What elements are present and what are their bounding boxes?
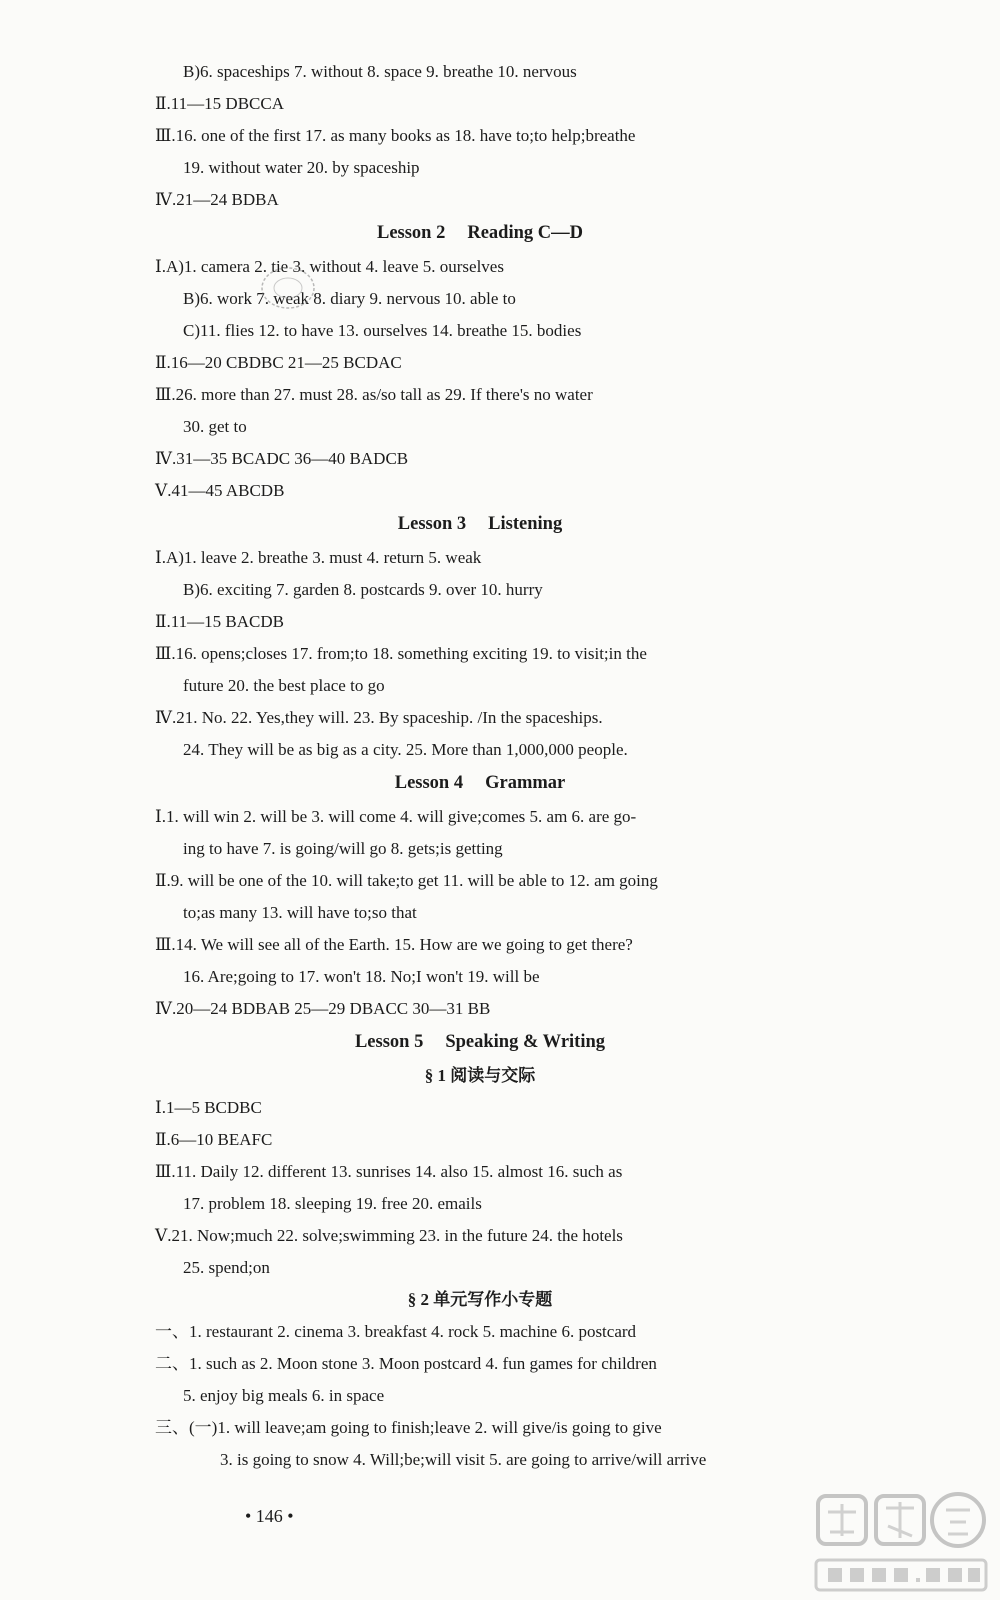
answer-line: Ⅲ.26. more than 27. must 28. as/so tall as 29. If there's no water	[155, 385, 593, 404]
answer-line: Ⅱ.11—15 BACDB	[155, 612, 284, 631]
answer-line: Ⅴ.41—45 ABCDB	[155, 481, 285, 500]
answer-line: B)6. spaceships 7. without 8. space 9. breathe 10. nervous	[183, 62, 577, 81]
answer-line: Ⅲ.16. one of the first 17. as many books as 18. have to;to help;breathe	[155, 126, 636, 145]
lesson-2-heading: Lesson 2 Reading C—D	[376, 223, 583, 243]
answer-line: 二、1. such as 2. Moon stone 3. Moon postcard 4. fun games for children	[155, 1354, 657, 1373]
answer-line: B)6. work 7. weak 8. diary 9. nervous 10. able to	[183, 289, 516, 308]
answer-line: 3. is going to snow 4. Will;be;will visit 5. are going to arrive/will arrive	[220, 1450, 707, 1469]
answer-line: 30. get to	[183, 417, 247, 436]
answer-line: Ⅰ.A)1. leave 2. breathe 3. must 4. return 5. weak	[155, 548, 482, 567]
answer-line: Ⅱ.9. will be one of the 10. will take;to get 11. will be able to 12. am going	[155, 871, 658, 890]
answer-line: Ⅲ.11. Daily 12. different 13. sunrises 14. also 15. almost 16. such as	[155, 1162, 623, 1181]
answer-line: Ⅰ.A)1. camera 2. tie 3. without 4. leave 5. ourselves	[155, 257, 504, 276]
lesson-5-heading: Lesson 5 Speaking & Writing	[354, 1032, 606, 1052]
answer-line: C)11. flies 12. to have 13. ourselves 14. breathe 15. bodies	[183, 321, 582, 340]
lesson-4-heading: Lesson 4 Grammar	[394, 773, 566, 793]
answer-line: 16. Are;going to 17. won't 18. No;I won't 19. will be	[183, 967, 540, 986]
answer-line: 19. without water 20. by spaceship	[183, 158, 420, 177]
answer-line: Ⅰ.1. will win 2. will be 3. will come 4. will give;comes 5. am 6. are go-	[155, 807, 637, 826]
answer-line: ing to have 7. is going/will go 8. gets;is getting	[183, 839, 503, 858]
answer-line: Ⅱ.16—20 CBDBC 21—25 BCDAC	[155, 353, 402, 372]
answer-line: Ⅲ.16. opens;closes 17. from;to 18. something exciting 19. to visit;in the	[155, 644, 647, 663]
answer-line: 一、1. restaurant 2. cinema 3. breakfast 4. rock 5. machine 6. postcard	[155, 1322, 637, 1341]
watermark-logo-icon	[810, 1488, 992, 1598]
answer-line: Ⅳ.21. No. 22. Yes,they will. 23. By spaceship. /In the spaceships.	[155, 708, 603, 727]
answer-line: 17. problem 18. sleeping 19. free 20. emails	[183, 1194, 482, 1213]
answer-line: Ⅳ.20—24 BDBAB 25—29 DBACC 30—31 BB	[155, 999, 491, 1018]
answer-line: to;as many 13. will have to;so that	[183, 903, 417, 922]
answer-line: Ⅳ.31—35 BCADC 36—40 BADCB	[155, 449, 409, 468]
answer-line: Ⅰ.1—5 BCDBC	[155, 1098, 262, 1117]
answer-line: future 20. the best place to go	[183, 676, 385, 695]
section-1-heading: § 1 阅读与交际	[424, 1066, 536, 1085]
answer-line: Ⅳ.21—24 BDBA	[155, 190, 279, 209]
answer-line: 5. enjoy big meals 6. in space	[183, 1386, 385, 1405]
answer-line: Ⅲ.14. We will see all of the Earth. 15. How are we going to get there?	[155, 935, 633, 954]
answer-line: Ⅱ.6—10 BEAFC	[155, 1130, 273, 1149]
answer-line: 24. They will be as big as a city. 25. More than 1,000,000 people.	[183, 740, 628, 759]
stamp-mark-icon	[258, 262, 318, 314]
answer-line: 25. spend;on	[183, 1258, 270, 1277]
section-2-heading: § 2 单元写作小专题	[407, 1290, 553, 1309]
answer-line: B)6. exciting 7. garden 8. postcards 9. over 10. hurry	[183, 580, 543, 599]
lesson-3-heading: Lesson 3 Listening	[397, 514, 563, 534]
answer-line: 三、(一)1. will leave;am going to finish;leave 2. will give/is going to give	[155, 1418, 662, 1437]
page-number: • 146 •	[245, 1506, 294, 1526]
answer-line: Ⅴ.21. Now;much 22. solve;swimming 23. in the future 24. the hotels	[155, 1226, 623, 1245]
answer-line: Ⅱ.11—15 DBCCA	[155, 94, 284, 113]
